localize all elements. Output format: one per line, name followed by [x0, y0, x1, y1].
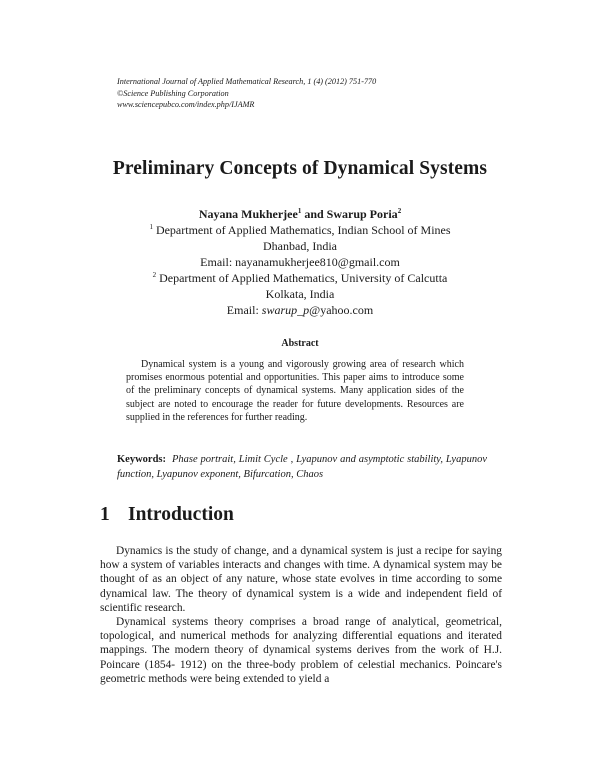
email-1-label: Email:	[200, 255, 236, 269]
email-2	[0, 302, 600, 318]
affiliation-2-location: Kolkata, India	[265, 287, 335, 301]
author-2: Swarup Poria	[326, 207, 398, 221]
keywords-text: Phase portrait, Limit Cycle , Lyapunov and asymptotic stability, Lyapunov function, Lyapunov exponent, Bifurcation, Chaos	[117, 454, 487, 480]
section-title: Introduction	[128, 504, 234, 525]
author-conjunction: and	[301, 207, 327, 221]
affiliation-1-mark: 1	[149, 223, 153, 231]
paragraph-1: Dynamics is the study of change, and a dynamical system is just a recipe for saying how a system of variables interacts and changes with time. A dynamical system may be thought of as an object of any nature, whose state evolves in time according to some dynamical law. The theory of dynamical system is a wide and independent field of scientific research.	[100, 545, 502, 614]
paragraph-2: Dynamical systems theory comprises a broad range of analytical, geometrical, topological, and numerical methods for analyzing differential equations and iterated mappings. The modern theory of dynamical systems derives from the work of H.J. Poincare (1854- 1912) on the three-body problem of celestial mechanics. Poincare's geometric methods were being extended to yield a	[100, 616, 502, 685]
affiliation-1	[0, 222, 600, 238]
keywords-block	[117, 453, 487, 482]
section-number: 1	[100, 504, 110, 525]
affiliation-1-location: Dhanbad, India	[263, 239, 337, 253]
author-2-affil-mark: 2	[397, 207, 402, 215]
affiliation-2	[0, 270, 600, 286]
affiliation-2-dept: Department of Applied Mathematics, University of Calcutta	[156, 271, 448, 285]
journal-header	[117, 76, 477, 111]
email-2-label: Email:	[226, 303, 262, 317]
journal-citation: International Journal of Applied Mathematical Research, 1 (4) (2012) 751-770	[117, 77, 377, 86]
affiliation-2-mark: 2	[152, 271, 157, 279]
keywords-label: Keywords:	[117, 454, 166, 465]
author-names	[0, 206, 600, 222]
journal-url: www.sciencepubco.com/index.php/IJAMR	[117, 100, 255, 109]
email-1-address[interactable]: nayanamukherjee810@gmail.com	[235, 255, 400, 269]
publisher-line: ©Science Publishing Corporation	[117, 88, 229, 98]
email-2-domain[interactable]: @yahoo.com	[309, 303, 374, 317]
author-1-affil-mark: 1	[297, 207, 302, 215]
abstract-heading: Abstract	[281, 338, 319, 349]
author-block	[0, 206, 600, 318]
email-2-user[interactable]: swarup_p	[261, 303, 310, 317]
affiliation-1-dept: Department of Applied Mathematics, Indian School of Mines	[152, 223, 451, 237]
paper-title: Preliminary Concepts of Dynamical Systems	[112, 158, 488, 179]
author-1: Nayana Mukherjee	[198, 207, 298, 221]
body-text	[100, 544, 502, 686]
email-1	[0, 254, 600, 270]
abstract-text: Dynamical system is a young and vigorously growing area of research which promises enormous potential and opportunities. This paper aims to introduce some of the preliminary concepts of dynamical systems. Many application sides of the subject are noted to encourage the reader for future developments. Resources are supplied in the references for further reading.	[126, 359, 464, 423]
section-heading	[100, 504, 234, 526]
